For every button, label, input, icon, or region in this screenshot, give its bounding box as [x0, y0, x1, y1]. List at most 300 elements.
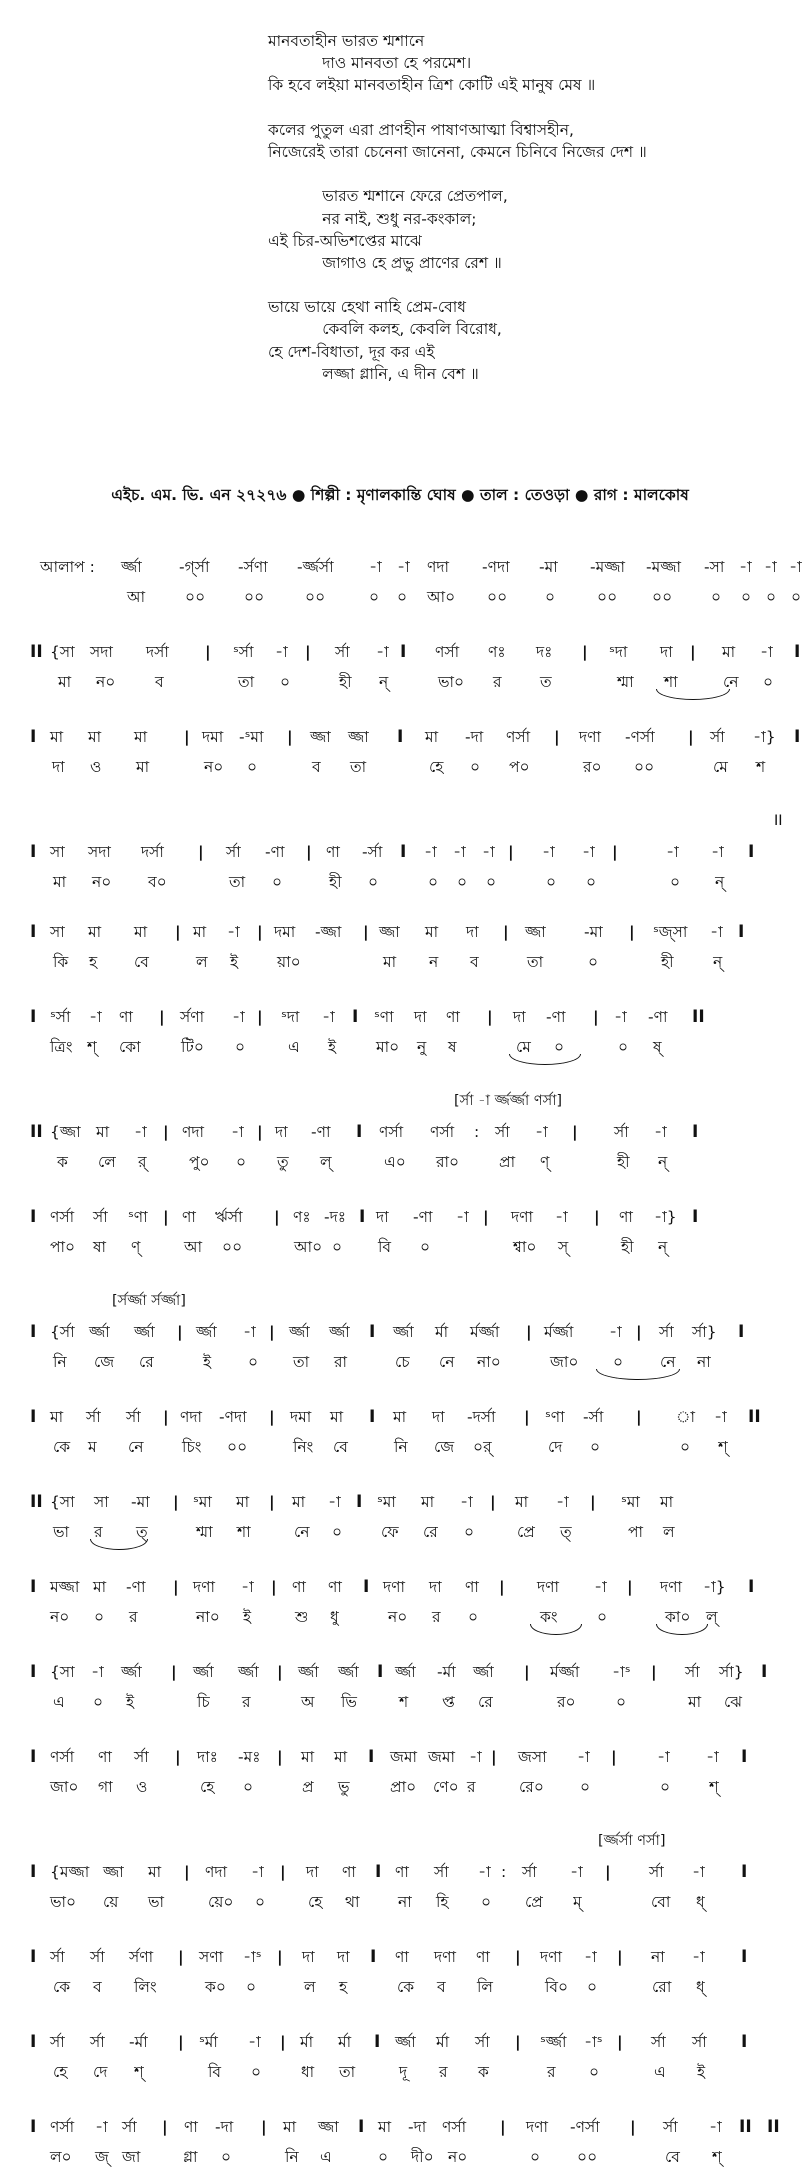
- bar-line: |: [257, 923, 263, 941]
- note-cell: জ্জা: [103, 1863, 124, 1881]
- syllable-cell: ০: [272, 873, 283, 891]
- note-cell: দণা: [434, 1948, 457, 1966]
- note-cell: মা: [134, 923, 148, 941]
- note-cell: ণা: [395, 1863, 409, 1881]
- note-cell: র্সা: [134, 1748, 149, 1766]
- note-cell: -ণা: [126, 1578, 146, 1596]
- syllable-cell: রা: [334, 1353, 348, 1371]
- syllable-cell: লিং: [134, 1978, 157, 1996]
- note-cell: ণর্সা: [506, 728, 531, 746]
- notation-alap: [40, 552, 802, 612]
- syllable-cell: রে০: [519, 1778, 544, 1796]
- lyric-syllable-row: [56, 582, 802, 612]
- note-cell: র্জ্জা: [393, 1323, 414, 1341]
- note-cell: -া: [711, 843, 724, 861]
- bar-line: |: [306, 843, 312, 861]
- meend-slur: [656, 1624, 708, 1635]
- lyric-syllable-row: [53, 1972, 756, 2002]
- syllable-cell: হে: [53, 2063, 68, 2081]
- bar-line: II: [30, 642, 43, 662]
- note-cell: -া: [232, 1008, 245, 1026]
- syllable-cell: ০: [332, 1238, 343, 1256]
- note-cell: -া: [231, 1123, 244, 1141]
- note-cell: র্জ্জা: [89, 1323, 110, 1341]
- bar-line: I: [30, 727, 37, 747]
- bar-line: I: [358, 2117, 365, 2137]
- note-cell: দা: [432, 1408, 445, 1426]
- bar-line: I: [30, 1322, 37, 1342]
- syllable-cell: ষ্: [653, 1038, 662, 1056]
- syllable-cell: রে: [423, 1523, 438, 1541]
- syllable-cell: না০: [196, 1608, 220, 1626]
- syllable-cell: ত্: [560, 1523, 572, 1541]
- note-cell: মা: [425, 728, 439, 746]
- syllable-cell: শ: [399, 1693, 409, 1711]
- note-cell: সা: [50, 923, 65, 941]
- bar-line: |: [163, 1123, 169, 1141]
- syllable-cell: ব: [437, 1978, 446, 1996]
- note-cell: -া: [692, 1863, 705, 1881]
- note-cell: র্জ্জা: [121, 1663, 142, 1681]
- syllable-cell: ০: [554, 1038, 565, 1056]
- bar-line: I: [794, 727, 801, 747]
- lyric-syllable-row: [53, 867, 756, 897]
- syllable-cell: ০: [586, 873, 597, 891]
- bar-line: I: [374, 2032, 381, 2052]
- note-cell: দণা: [511, 1208, 534, 1226]
- syllable-cell: ০: [486, 873, 497, 891]
- syllable-cell: হি: [436, 1893, 449, 1911]
- syllable-cell: র: [242, 1693, 251, 1711]
- note-cell: র্সা}: [692, 1323, 717, 1341]
- note-cell: {সা: [50, 1663, 75, 1681]
- note-cell: -া: [657, 1748, 670, 1766]
- syllable-cell: হে: [200, 1778, 215, 1796]
- syllable-cell: ও: [136, 1778, 148, 1796]
- notation-line-7: [30, 1202, 756, 1262]
- syllable-cell: প্রা০: [390, 1778, 417, 1796]
- lyric-syllable-row: [56, 667, 774, 697]
- syllable-cell: তু: [277, 1153, 289, 1171]
- bar-line: I: [400, 642, 407, 662]
- swaralipi-row: [30, 637, 801, 667]
- bar-line: |: [500, 2118, 506, 2136]
- syllable-cell: জ্: [95, 2148, 109, 2166]
- bar-line: |: [178, 2033, 184, 2051]
- syllable-cell: র্: [138, 1153, 147, 1171]
- bar-line: I: [397, 727, 404, 747]
- syllable-cell: ০: [93, 1693, 104, 1711]
- bar-line: |: [499, 1578, 505, 1596]
- note-cell: র্মর্জ্জা: [470, 1323, 500, 1341]
- note-cell: ণদা: [427, 558, 450, 576]
- syllable-cell: ন্: [658, 1238, 668, 1256]
- bar-line: |: [175, 1748, 181, 1766]
- note-cell: -মঃ: [238, 1748, 261, 1766]
- note-cell: জমা: [390, 1748, 417, 1766]
- bar-line: I: [794, 642, 801, 662]
- bar-line: I: [30, 1207, 37, 1227]
- syllable-cell: ল্: [706, 1608, 718, 1626]
- bar-line: |: [159, 1008, 165, 1026]
- syllable-cell: ই: [243, 1608, 252, 1626]
- note-cell: -া: [453, 843, 466, 861]
- note-cell: র্জ্জা: [196, 1323, 217, 1341]
- note-cell: ণঃ: [293, 1208, 311, 1226]
- note-cell: ণা: [465, 1578, 479, 1596]
- syllable-cell: হে: [429, 758, 444, 776]
- note-cell: -া: [764, 558, 777, 576]
- bar-line: |: [594, 1208, 600, 1226]
- note-cell: দা: [302, 1948, 315, 1966]
- bar-line: |: [257, 1008, 263, 1026]
- swaralipi-row: [30, 722, 801, 752]
- syllable-cell: ষ: [448, 1038, 457, 1056]
- syllable-cell: ই: [328, 1038, 337, 1056]
- syllable-cell: ভা: [53, 1523, 70, 1541]
- note-cell: {জ্জা: [50, 1123, 81, 1141]
- note-cell: র্সা: [685, 1663, 700, 1681]
- swaralipi-row: [30, 1942, 756, 1972]
- syllable-cell: শ্: [709, 1778, 719, 1796]
- syllable-cell: নি: [394, 1438, 408, 1456]
- bar-line: |: [627, 1578, 633, 1596]
- note-cell: -ণা: [546, 1008, 566, 1026]
- note-cell: র্মা: [338, 2033, 352, 2051]
- note-cell: -জ্জা: [315, 923, 342, 941]
- note-cell: ণঃ: [488, 643, 506, 661]
- syllable-cell: শু: [295, 1608, 309, 1626]
- syllable-cell: ০০: [185, 588, 206, 606]
- note-cell: -া: [577, 1748, 590, 1766]
- note-cell: ণা: [395, 1948, 409, 1966]
- syllable-cell: র: [129, 1608, 138, 1626]
- bar-line: |: [611, 1748, 617, 1766]
- syllable-cell: প্রা: [499, 1153, 516, 1171]
- bar-line: I: [748, 842, 755, 862]
- syllable-cell: ন০: [96, 673, 116, 691]
- syllable-cell: বি: [208, 2063, 222, 2081]
- note-cell: -ণর্সা: [570, 2118, 600, 2136]
- syllable-cell: ০: [660, 1778, 671, 1796]
- bar-line: I: [30, 1407, 37, 1427]
- note-cell: ণদা: [182, 1123, 205, 1141]
- note-cell: ণা: [619, 1208, 633, 1226]
- syllable-cell: ধু: [330, 1608, 339, 1626]
- note-cell: -া: [706, 1748, 719, 1766]
- syllable-cell: নে: [660, 1353, 676, 1371]
- bar-line: I: [369, 1322, 376, 1342]
- bar-line: |: [261, 2118, 267, 2136]
- note-cell: -া: [535, 1123, 548, 1141]
- syllable-cell: লি: [477, 1978, 493, 1996]
- syllable-cell: ০: [369, 588, 380, 606]
- syllable-cell: ল: [304, 1978, 316, 1996]
- note-cell: র্সা: [649, 1863, 664, 1881]
- note-cell: র্জ্জা: [134, 1323, 155, 1341]
- syllable-cell: নে: [723, 673, 739, 691]
- note-cell: মা: [425, 923, 439, 941]
- lyric-line: দাও মানবতা হে পরমেশ।: [268, 54, 472, 73]
- swaralipi-row: [30, 1833, 756, 1887]
- note-cell: মা: [283, 2118, 297, 2136]
- note-cell: মজ্জা: [50, 1578, 80, 1596]
- note-cell: মা: [292, 1493, 306, 1511]
- note-cell: র্মা: [300, 2033, 314, 2051]
- note-cell: ˢণা: [545, 1408, 565, 1426]
- syllable-cell: কি: [53, 953, 69, 971]
- syllable-cell: ০: [545, 588, 556, 606]
- syllable-cell: ভি: [341, 1693, 357, 1711]
- syllable-cell: ক০: [205, 1978, 226, 1996]
- note-cell: দর্সা: [141, 843, 164, 861]
- note-cell: -া: [714, 1408, 727, 1426]
- note-cell: -া: [322, 1008, 335, 1026]
- bar-line: |: [491, 1748, 497, 1766]
- notation-line-9: [30, 1402, 761, 1462]
- syllable-cell: ই: [126, 1693, 135, 1711]
- note-cell: -মজ্জা: [646, 558, 681, 576]
- note-cell: ˢদা: [609, 643, 628, 661]
- note-cell: সা: [94, 1493, 109, 1511]
- note-cell: দণা: [579, 728, 602, 746]
- syllable-cell: ০: [255, 1893, 266, 1911]
- syllable-cell: ০: [680, 1438, 691, 1456]
- syllable-cell: ল০: [50, 2148, 72, 2166]
- note-cell: -সা: [704, 558, 725, 576]
- syllable-cell: পা০: [50, 1238, 76, 1256]
- syllable-cell: র০: [583, 758, 602, 776]
- note-cell: -দঃ: [324, 1208, 347, 1226]
- note-cell: ণা: [326, 843, 340, 861]
- note-cell: -া: [692, 1948, 705, 1966]
- note-cell: -র্গ্সা: [179, 558, 210, 576]
- note-cell: -া: [570, 1863, 583, 1881]
- syllable-cell: তা: [339, 2063, 356, 2081]
- bar-line: II: [30, 1122, 43, 1142]
- bar-line: I: [30, 922, 37, 942]
- syllable-cell: কো: [119, 1038, 141, 1056]
- note-cell: মা: [421, 1493, 435, 1511]
- syllable-cell: মে: [713, 758, 728, 776]
- bar-line: I: [356, 1122, 363, 1142]
- note-cell: ণা: [328, 1578, 342, 1596]
- bar-line: |: [636, 1323, 642, 1341]
- bar-line: |: [198, 843, 204, 861]
- syllable-cell: য়ে০: [208, 1893, 234, 1911]
- bar-line: I: [363, 1577, 370, 1597]
- note-cell: র্সা: [122, 2118, 137, 2136]
- syllable-cell: শ্: [87, 1038, 97, 1056]
- syllable-cell: বি: [378, 1238, 392, 1256]
- note-cell: মা: [236, 1493, 250, 1511]
- lyric-line: এই চির-অভিশপ্তের মাঝে: [268, 231, 422, 250]
- note-cell: মা: [330, 1408, 344, 1426]
- syllable-cell: চি: [197, 1693, 210, 1711]
- note-cell: -াˢ: [612, 1663, 631, 1681]
- syllable-cell: ন০: [448, 2148, 468, 2166]
- syllable-cell: শ্মা: [617, 673, 634, 691]
- note-cell: র্ঋর্সা: [215, 1208, 243, 1226]
- syllable-cell: তা: [229, 873, 246, 891]
- syllable-cell: শ্: [134, 2063, 144, 2081]
- note-cell: -া: [739, 558, 752, 576]
- swaralipi-row: [30, 1093, 756, 1147]
- syllable-cell: ০: [251, 2063, 262, 2081]
- note-cell: -া: [542, 843, 555, 861]
- syllable-cell: ০: [243, 1778, 254, 1796]
- note-cell: -া: [424, 843, 437, 861]
- bar-line: |: [515, 1948, 521, 1966]
- note-cell: -া: [95, 2118, 108, 2136]
- syllable-cell: হে: [308, 1893, 323, 1911]
- syllable-cell: ই: [230, 953, 239, 971]
- lyric-line: মানবতাহীন ভারত শ্মশানে: [268, 32, 425, 50]
- note-cell: দাঃ: [197, 1748, 218, 1766]
- note-cell: র্সণা: [180, 1008, 205, 1026]
- syllable-cell: র: [439, 2063, 448, 2081]
- syllable-cell: ০: [470, 758, 481, 776]
- syllable-cell: ধ্: [696, 1893, 705, 1911]
- bar-line: I: [741, 1747, 748, 1767]
- note-cell: -া: [369, 558, 382, 576]
- bar-line: |: [363, 923, 369, 941]
- syllable-cell: জা০: [550, 1353, 579, 1371]
- lyric-syllable-row: [53, 1517, 756, 1547]
- syllable-cell: বে: [333, 1438, 348, 1456]
- syllable-cell: ০০: [244, 588, 265, 606]
- syllable-cell: ন০: [204, 758, 224, 776]
- note-cell: ˢদা: [281, 1008, 300, 1026]
- note-cell: ˢর্জ্জা: [540, 2033, 567, 2051]
- note-cell: -ণদা: [219, 1408, 247, 1426]
- song-lyrics: [268, 30, 768, 385]
- lyric-line: জাগাও হে প্রভু প্রাণের রেশ ॥: [268, 253, 502, 272]
- syllable-cell: ০০: [227, 1438, 248, 1456]
- note-cell: -া: [582, 843, 595, 861]
- note-cell: ণা: [476, 1948, 490, 1966]
- bar-line: |: [178, 1948, 184, 1966]
- bar-line: |: [305, 643, 311, 661]
- note-cell: দা: [275, 1123, 288, 1141]
- bar-line: |: [175, 923, 181, 941]
- ornament-annotation: [র্জ্জর্সা ণর্সা]: [598, 1833, 666, 1849]
- note-cell: র্জ্জা: [193, 1663, 214, 1681]
- note-cell: ণর্সা: [50, 1748, 75, 1766]
- note-cell: ণা: [98, 1748, 112, 1766]
- notation-line-14: [30, 1833, 756, 1917]
- swaralipi-row: [30, 1402, 761, 1432]
- bar-line: |: [280, 2033, 286, 2051]
- note-cell: মা: [88, 923, 102, 941]
- bar-line: |: [287, 728, 293, 746]
- note-cell: র্সা: [692, 2033, 707, 2051]
- note-cell: -া: [89, 1008, 102, 1026]
- syllable-cell: হী: [621, 1238, 634, 1256]
- note-cell: ˢমা: [377, 1493, 396, 1511]
- syllable-cell: এ: [320, 2148, 332, 2166]
- lyric-line: ভারত শ্মশানে ফেরে প্রেতপাল,: [268, 187, 508, 206]
- syllable-cell: ০: [236, 1153, 247, 1171]
- note-cell: -া: [243, 1323, 256, 1341]
- swaralipi-row: [30, 917, 756, 947]
- syllable-cell: ভা০: [50, 1893, 77, 1911]
- syllable-cell: র: [493, 673, 502, 691]
- note-cell: ণর্সা: [430, 1123, 455, 1141]
- note-cell: দণা: [537, 1578, 560, 1596]
- syllable-cell: শ্মা: [196, 1523, 213, 1541]
- note-cell: মা: [660, 1493, 674, 1511]
- bar-line: |: [490, 1493, 496, 1511]
- syllable-cell: ন০: [50, 1608, 70, 1626]
- syllable-cell: হী: [329, 873, 342, 891]
- note-cell: {র্সা: [50, 1323, 75, 1341]
- note-cell: -া: [251, 1863, 264, 1881]
- syllable-cell: চিং: [182, 1438, 202, 1456]
- lyric-syllable-row: [50, 1772, 756, 1802]
- bar-line: |: [280, 1863, 286, 1881]
- bar-line: |: [173, 1493, 179, 1511]
- note-cell: -র্জ্জর্সা: [297, 558, 334, 576]
- note-cell: র্সা: [335, 643, 350, 661]
- note-cell: -া: [456, 1208, 469, 1226]
- syllable-cell: ০: [618, 1038, 629, 1056]
- syllable-cell: ০: [616, 1693, 627, 1711]
- swaralipi-row: [30, 1202, 756, 1232]
- note-cell: মা: [134, 728, 148, 746]
- syllable-cell: ০: [763, 673, 774, 691]
- note-cell: র্সা: [614, 1123, 629, 1141]
- bar-line: |: [554, 728, 560, 746]
- bar-line: |: [274, 1208, 280, 1226]
- note-cell: -া: [397, 558, 410, 576]
- lyric-syllable-row: [50, 1602, 756, 1632]
- note-cell: র্সা: [651, 2033, 666, 2051]
- note-cell: -র্সা: [362, 843, 383, 861]
- syllable-cell: রে: [478, 1693, 493, 1711]
- syllable-cell: ০র্: [473, 1438, 492, 1456]
- note-cell: -া: [227, 923, 240, 941]
- note-cell: মা: [301, 1748, 315, 1766]
- bar-line: |: [617, 2033, 623, 2051]
- syllable-cell: ও: [90, 758, 102, 776]
- note-cell: -াˢ: [243, 1948, 262, 1966]
- syllable-cell: দূ: [399, 2063, 408, 2081]
- note-cell: -া: [376, 643, 389, 661]
- syllable-cell: ০: [613, 1353, 624, 1371]
- swaralipi-row: [30, 1742, 756, 1772]
- note-cell: -া: [91, 1663, 104, 1681]
- lyric-line: কি হবে লইয়া মানবতাহীন ত্রিশ কোটি এই মানুষ মেষ ॥: [268, 76, 596, 95]
- bar-line: |: [651, 1663, 657, 1681]
- note-cell: -া: [555, 1208, 568, 1226]
- syllable-cell: তা: [527, 953, 544, 971]
- syllable-cell: ০০: [634, 758, 655, 776]
- bar-line: |: [590, 1493, 596, 1511]
- note-cell: র্জ্জা: [338, 1663, 359, 1681]
- syllable-cell: কে: [53, 1438, 71, 1456]
- bar-line: |: [177, 1323, 183, 1341]
- bar-line: |: [582, 643, 588, 661]
- note-cell: -র্মা: [437, 1663, 456, 1681]
- bar-line: |: [163, 1208, 169, 1226]
- note-cell: {সা: [50, 643, 75, 661]
- syllable-cell: ০: [464, 1523, 475, 1541]
- lyric-syllable-row: [53, 2057, 756, 2087]
- syllable-cell: প০: [509, 758, 530, 776]
- note-cell: র্সা: [50, 2033, 65, 2051]
- syllable-cell: স্: [558, 1238, 569, 1256]
